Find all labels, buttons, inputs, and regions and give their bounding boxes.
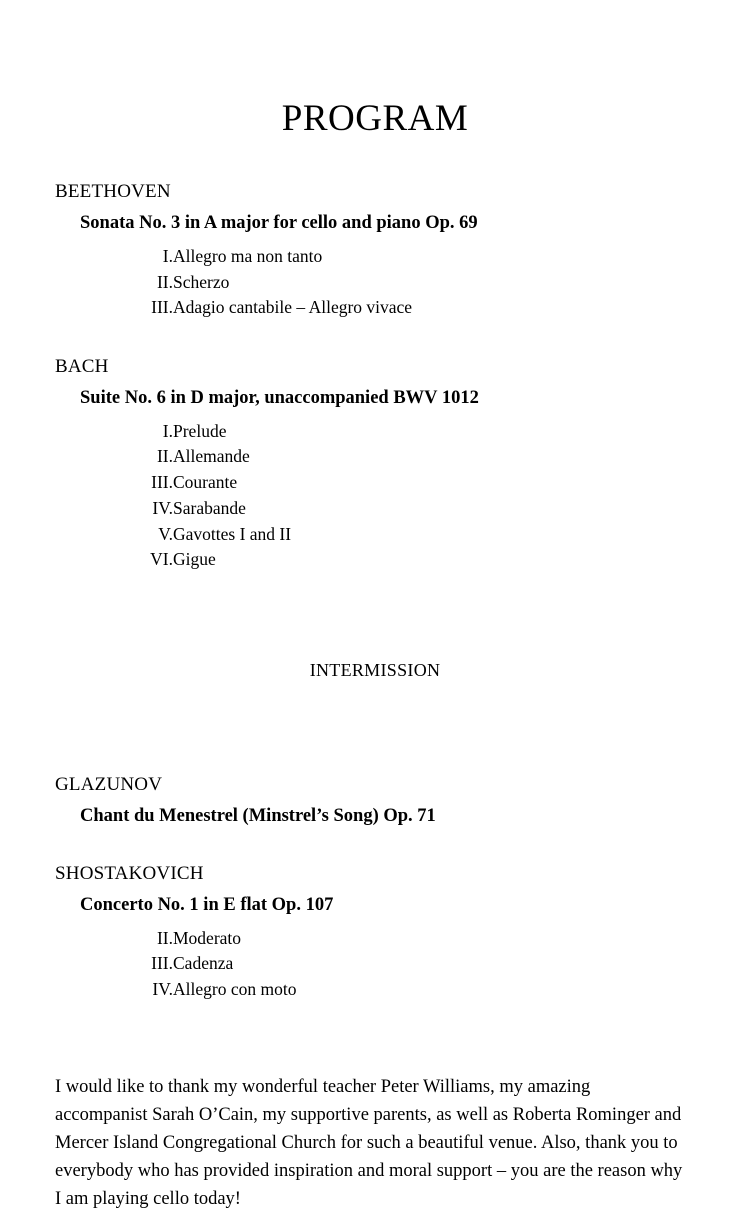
movement-numeral: V. bbox=[158, 523, 173, 544]
movement-name: Courante bbox=[173, 472, 238, 493]
work-block bbox=[55, 180, 695, 321]
composer-name: GLAZUNOV bbox=[55, 774, 163, 796]
movement-numeral: I. bbox=[162, 245, 173, 266]
movement-row bbox=[135, 926, 296, 952]
acknowledgement-text: I would like to thank my wonderful teacher Peter Williams, my amazing accompanist Sarah O’Cain, my supportive parents, as well as Roberta Rominger and Mercer Island Congregational Church for such a beautiful venue. Also, thank you to everybody who has provided inspiration and moral support – you are the reason why I am playing cello today! bbox=[55, 1076, 683, 1210]
composer-name: BEETHOVEN bbox=[55, 181, 171, 202]
movement-row bbox=[135, 295, 412, 321]
movement-list bbox=[135, 244, 412, 321]
movement-name: Prelude bbox=[173, 420, 227, 441]
movement-name: Gavottes I and II bbox=[173, 523, 292, 544]
movement-name: Cadenza bbox=[173, 953, 234, 974]
movement-name: Sarabande bbox=[173, 497, 246, 518]
work-block bbox=[55, 355, 695, 573]
first-half-works bbox=[55, 180, 695, 573]
movement-name: Moderato bbox=[173, 927, 242, 948]
movement-row bbox=[135, 419, 291, 445]
work-title: Suite No. 6 in D major, unaccompanied BWV 1012 bbox=[80, 387, 479, 408]
movement-numeral: II. bbox=[156, 927, 173, 948]
movement-numeral: II. bbox=[156, 271, 173, 292]
movement-row bbox=[135, 951, 296, 977]
movement-numeral: III. bbox=[151, 472, 173, 493]
movement-row bbox=[135, 270, 412, 296]
movement-list bbox=[135, 419, 291, 573]
work-title: Sonata No. 3 in A major for cello and piano Op. 69 bbox=[80, 212, 478, 233]
movement-name: Scherzo bbox=[173, 271, 230, 292]
movement-numeral: III. bbox=[151, 953, 173, 974]
movement-row bbox=[135, 547, 291, 573]
movement-row bbox=[135, 244, 412, 270]
work-block bbox=[55, 773, 695, 828]
movement-row bbox=[135, 977, 296, 1003]
movement-row bbox=[135, 470, 291, 496]
movement-row bbox=[135, 496, 291, 522]
work-title: Concerto No. 1 in E flat Op. 107 bbox=[80, 894, 334, 915]
movement-numeral: III. bbox=[151, 297, 173, 318]
movement-name: Allegro con moto bbox=[173, 979, 297, 1000]
work-block bbox=[55, 862, 695, 1003]
composer-name: SHOSTAKOVICH bbox=[55, 862, 204, 884]
movement-name: Allemande bbox=[173, 446, 250, 467]
movement-numeral: IV. bbox=[152, 497, 173, 518]
work-title: Chant du Menestrel (Minstrel’s Song) Op. 71 bbox=[80, 805, 436, 826]
intermission-label: INTERMISSION bbox=[309, 660, 441, 681]
movement-numeral: IV. bbox=[152, 979, 173, 1000]
composer-name: BACH bbox=[55, 355, 109, 377]
movement-list bbox=[135, 926, 296, 1003]
second-half-works bbox=[55, 773, 695, 1003]
movement-row bbox=[135, 444, 291, 470]
movement-numeral: I. bbox=[162, 420, 173, 441]
movement-name: Adagio cantabile – Allegro vivace bbox=[173, 297, 413, 318]
page-title: PROGRAM bbox=[281, 98, 469, 139]
movement-numeral: VI. bbox=[150, 549, 173, 570]
movement-name: Allegro ma non tanto bbox=[173, 245, 323, 266]
movement-name: Gigue bbox=[173, 549, 216, 570]
movement-row bbox=[135, 522, 291, 548]
movement-numeral: II. bbox=[156, 446, 173, 467]
